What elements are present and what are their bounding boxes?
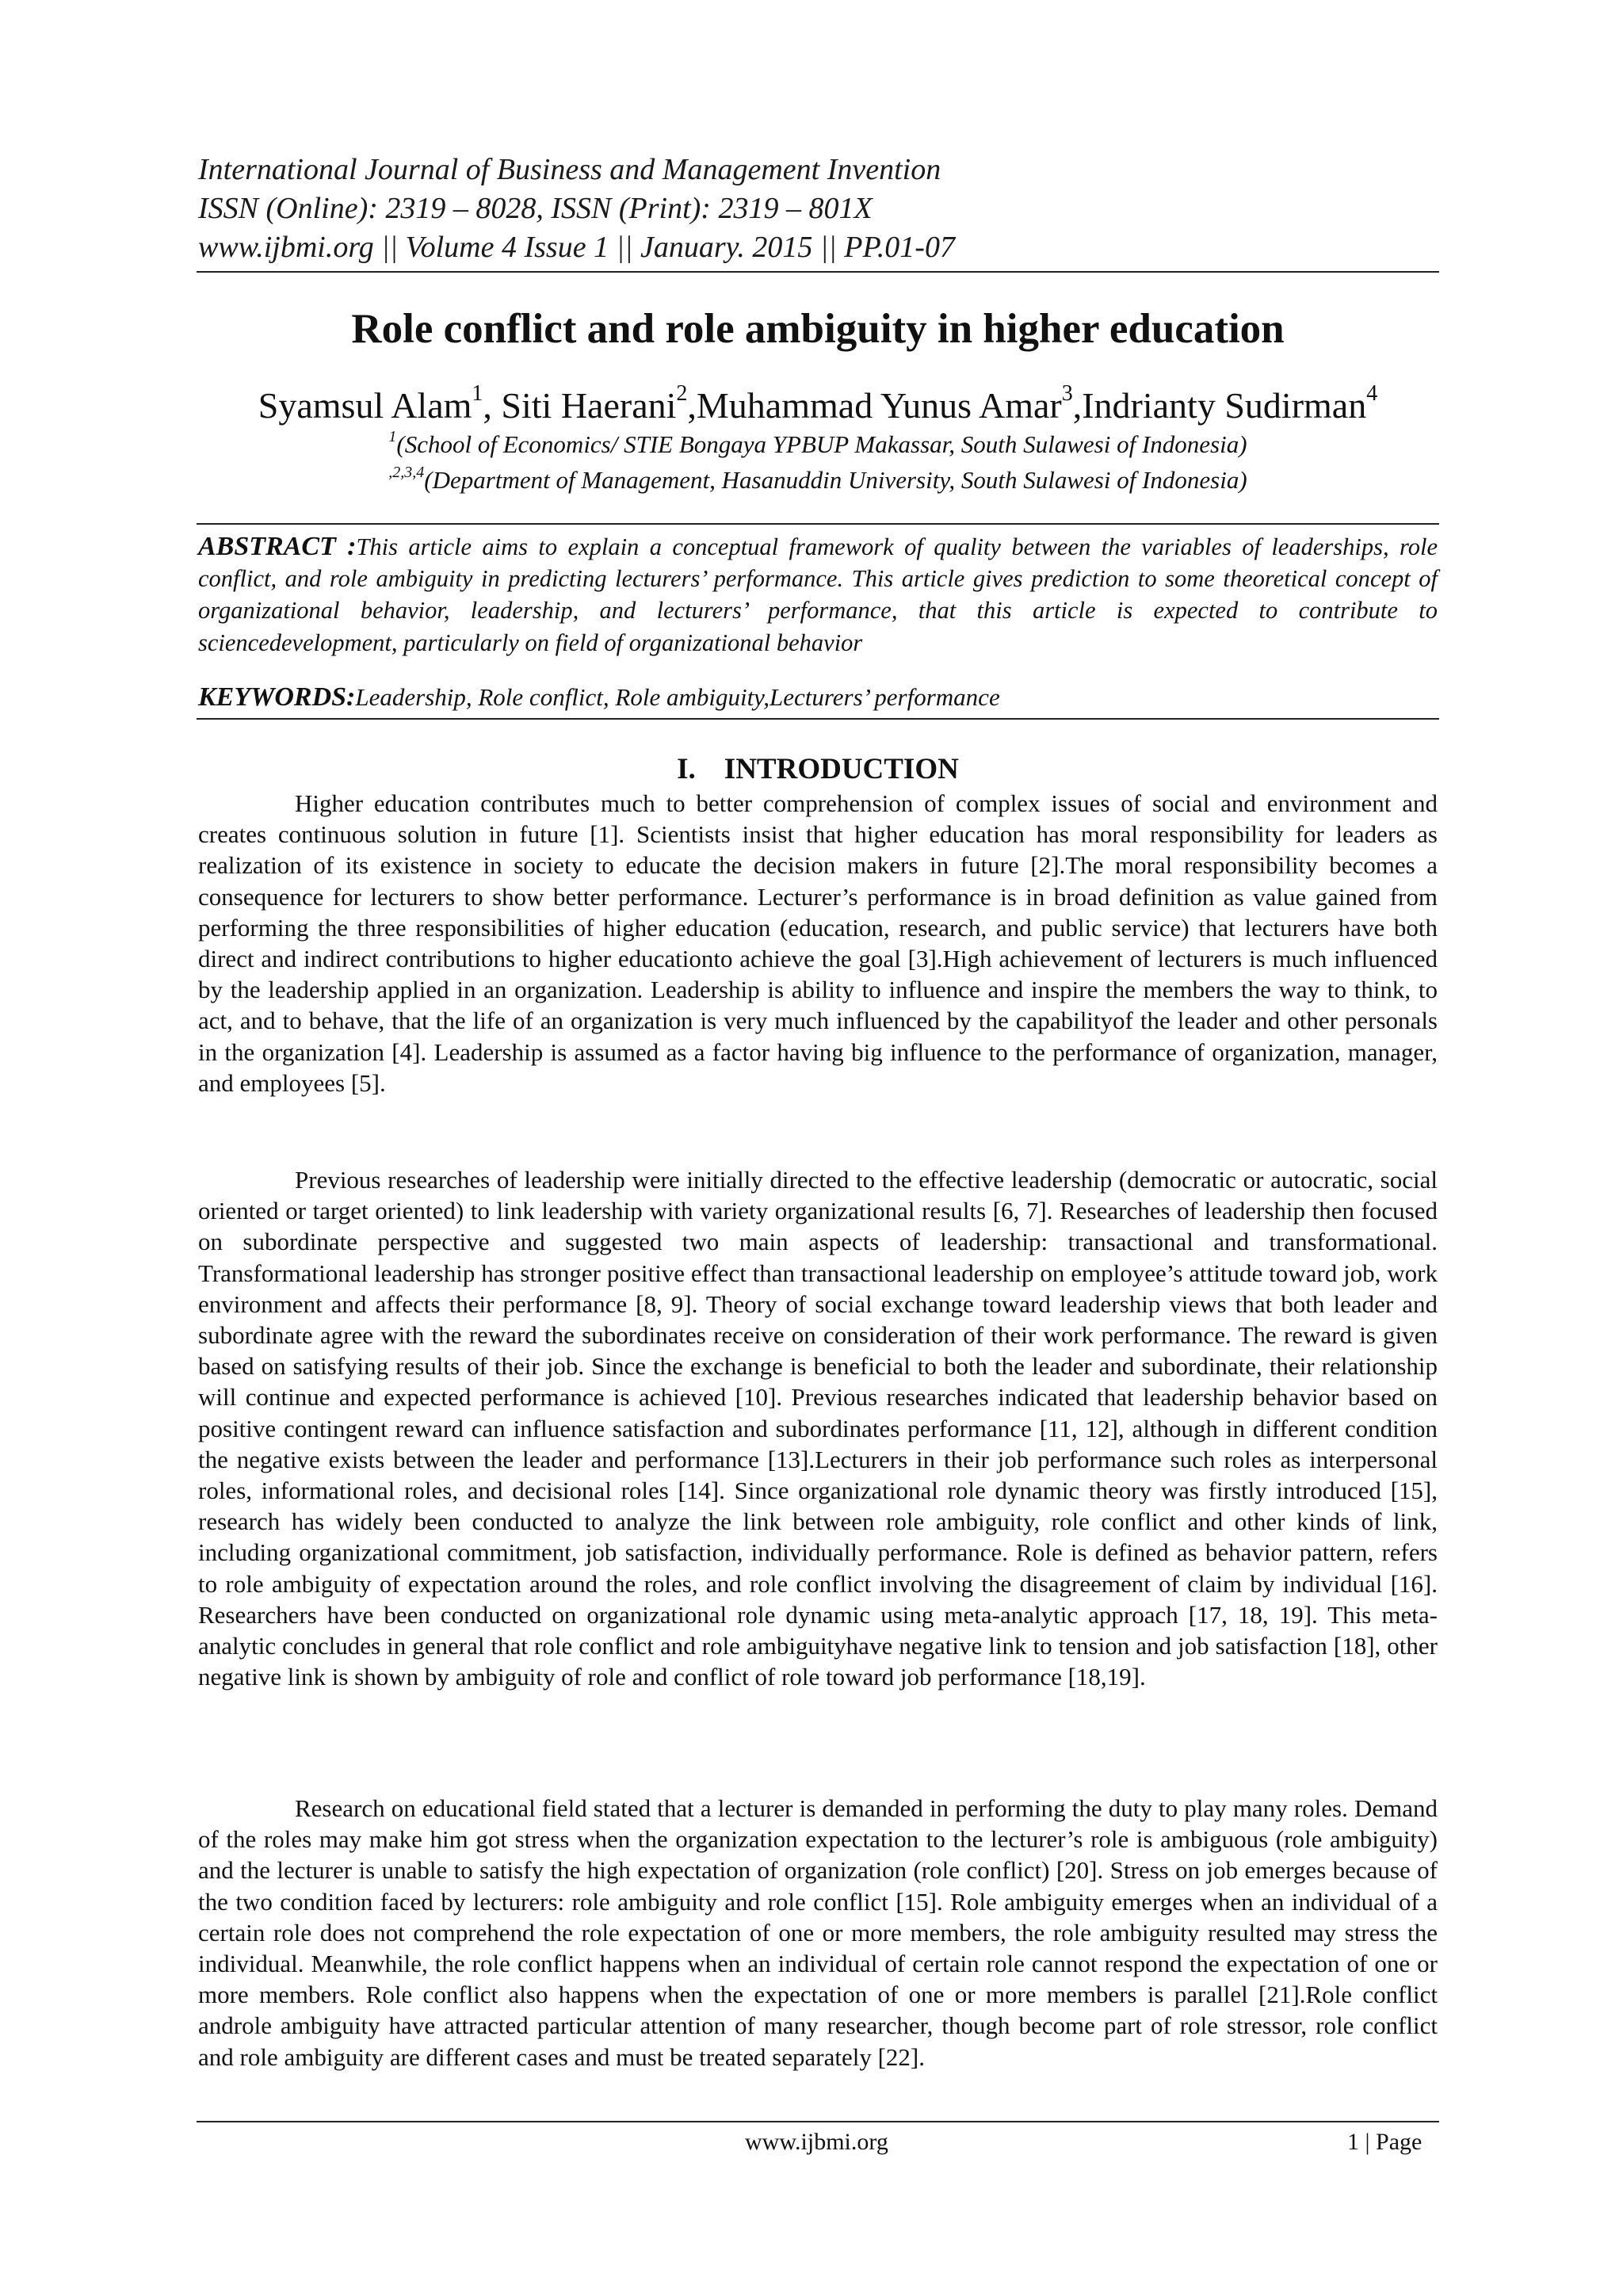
body-paragraph: Previous researches of leadership were initially directed to the effective leadership (democratic or autocratic, social oriented or target oriented) to link leadership with variety organizational results [6, 7]. Researches of leadership then focused on subordinate perspective and suggested two main aspects of leadership: transactional and transformational. Transformational leadership has stronger positive effect than transactional leadership on employee’s attitude toward job, work environment and affects their performance [8, 9]. Theory of social exchange toward leadership views that both leader and subordinate agree with the reward the subordinates receive on consideration of their work performance. The reward is given based on satisfying results of their job. Since the exchange is beneficial to both the leader and subordinate, their relationship will continue and expected performance is achieved [10]. Previous researches indicated that leadership behavior based on positive contingent reward can influence satisfaction and subordinates performance [11, 12], although in different condition the negative exists between the leader and performance [13].Lecturers in their job performance such roles as interpersonal roles, informational roles, and decisional roles [14]. Since organizational role dynamic theory was firstly introduced [15], research has widely been conducted to analyze the link between role ambiguity, role conflict and other kinds of link, including organizational commitment, job satisfaction, individually performance. Role is defined as behavior pattern, refers to role ambiguity of expectation around the roles, and role conflict involving the disagreement of claim by individual [16]. Researchers have been conducted on organizational role dynamic using meta-analytic approach [17, 18, 19]. This meta-analytic concludes in general that role conflict and role ambiguityhave negative link to tension and job satisfaction [18], other negative link is shown by ambiguity of role and conflict of role toward job performance [18,19].: [198, 1166, 1438, 1691]
author-name: Siti Haerani: [501, 385, 677, 426]
affiliation: [197, 429, 1439, 460]
affiliation-mark: ,2,3,4: [388, 464, 425, 481]
author-affiliation-mark: 3: [1061, 381, 1073, 406]
keywords-text: Leadership, Role conflict, Role ambiguity,Lecturers’ performance: [355, 683, 1000, 711]
journal-header: [198, 151, 1434, 267]
journal-name: International Journal of Business and Management Invention: [198, 153, 941, 186]
keywords-label: KEYWORDS:: [198, 682, 356, 712]
author-separator: ,: [483, 385, 502, 426]
body-paragraph: Higher education contributes much to better comprehension of complex issues of social and environment and creates continuous solution in future [1]. Scientists insist that higher education has moral responsibility for leaders as realization of its existence in society to educate the decision makers in future [2].The moral responsibility becomes a consequence for lecturers to show better performance. Lecturer’s performance is in broad definition as value gained from performing the three responsibilities of higher education (education, research, and public service) that lecturers have both direct and indirect contributions to higher educationto achieve the goal [3].High achievement of lecturers is much influenced by the leadership applied in an organization. Leadership is ability to influence and inspire the members the way to think, to act, and to behave, that the life of an organization is very much influenced by the capabilityof the leader and other personals in the organization [4]. Leadership is assumed as a factor having big influence to the performance of organization, manager, and employees [5].: [198, 789, 1438, 1097]
author-name: Syamsul Alam: [258, 385, 472, 426]
affiliation: [197, 464, 1439, 496]
author-affiliation-mark: 1: [472, 381, 483, 406]
footer-website: www.ijbmi.org: [745, 2129, 888, 2155]
abstract: [198, 531, 1438, 659]
abstract-top-rule: [197, 523, 1439, 525]
author-separator: ,: [687, 385, 697, 426]
keywords: [198, 682, 1438, 713]
section-title: INTRODUCTION: [724, 753, 959, 785]
author-affiliation-mark: 4: [1366, 381, 1378, 406]
author-name: Muhammad Yunus Amar: [696, 385, 1062, 426]
paper-title: Role conflict and role ambiguity in higher education: [351, 306, 1285, 352]
footer-rule: [197, 2121, 1439, 2122]
author-list: [197, 382, 1439, 430]
keywords-bottom-rule: [197, 718, 1439, 720]
header-rule: [197, 271, 1439, 273]
author-name: Indrianty Sudirman: [1082, 385, 1367, 426]
footer-page-number: 1 | Page: [1347, 2129, 1423, 2155]
affiliation-text: (Department of Management, Hasanuddin University, South Sulawesi of Indonesia): [424, 466, 1247, 494]
body-paragraph: Research on educational field stated that a lecturer is demanded in performing the duty to play many roles. Demand of the roles may make him got stress when the organization expectation to the lecturer’s role is ambiguous (role ambiguity) and the lecturer is unable to satisfy the high expectation of organization (role conflict) [20]. Stress on job emerges because of the two condition faced by lecturers: role ambiguity and role conflict [15]. Role ambiguity emerges when an individual of a certain role does not comprehend the role expectation of one or more members, the role ambiguity resulted may stress the individual. Meanwhile, the role conflict happens when an individual of certain role cannot respond the expectation of one or more members. Role conflict also happens when the expectation of one or more members is parallel [21].Role conflict androle ambiguity have attracted particular attention of many researcher, though become part of role stressor, role conflict and role ambiguity are different cases and must be treated separately [22].: [198, 1794, 1438, 2071]
volume-line: www.ijbmi.org || Volume 4 Issue 1 || January. 2015 || PP.01-07: [198, 231, 955, 264]
affiliation-text: (School of Economics/ STIE Bongaya YPBUP Makassar, South Sulawesi of Indonesia): [396, 430, 1247, 458]
author-affiliation-mark: 2: [676, 381, 688, 406]
author-separator: ,: [1072, 385, 1083, 426]
abstract-label: ABSTRACT :: [198, 532, 357, 561]
abstract-text: This article aims to explain a conceptual framework of quality between the variables of leaderships, role conflict, and role ambiguity in predicting lecturers’ performance. This article gives prediction to some theoretical concept of organizational behavior, leadership, and lecturers’ performance, that this article is expected to contribute to sciencedevelopment, particularly on field of organizational behavior: [198, 533, 1438, 656]
issn-line: ISSN (Online): 2319 – 8028, ISSN (Print): 2319 – 801X: [198, 192, 873, 225]
section-heading: [197, 751, 1439, 788]
affiliation-mark: 1: [388, 428, 397, 445]
section-number: I.: [677, 753, 696, 785]
